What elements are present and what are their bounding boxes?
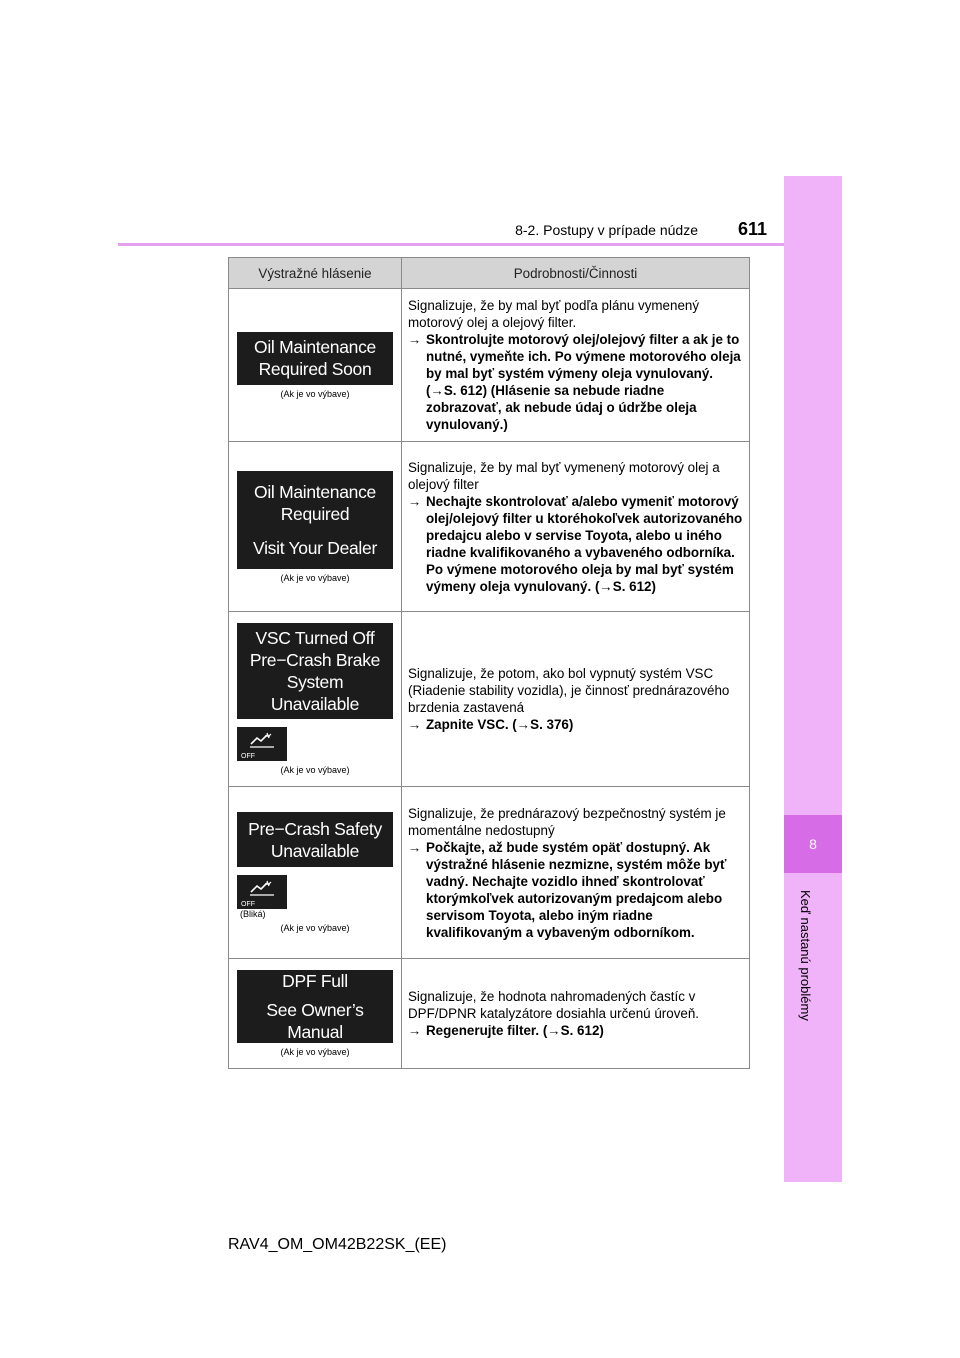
availability-caption: (Ak je vo výbave) — [280, 765, 350, 775]
screen-line: DPF Full — [282, 971, 348, 991]
screen-line: See Owner’s Manual — [266, 1000, 364, 1042]
chapter-label: Keď nastanú problémy — [798, 890, 813, 1021]
availability-caption: (Ak je vo výbave) — [280, 572, 350, 583]
action-text: → Nechajte skontrolovať a/alebo vymeniť motorový olej/olejový filter u ktoréhokoľvek autorizovaného predajcu alebo v servise Toyota, alebo u iného riadne kvalifikovaného a vybaveného odborníka. Po výmene motorového oleja by mal byť systém výmeny oleja vynulovaný. (→S. 612) — [408, 493, 743, 594]
header-rule — [118, 243, 784, 246]
action-text: → Počkajte, až bude systém opäť dostupný. Ak výstražné hlásenie nezmizne, systém môže byť vadný. Nechajte vozidlo ihneď skontrolovať ktorýmkoľvek autorizovaným predajcom alebo servisom Toyota, alebo iným riadne kvalifikovaným a vybaveným odborníkom. — [408, 839, 727, 940]
warning-cell — [229, 289, 402, 442]
description: Signalizuje, že hodnota nahromadených častíc v DPF/DPNR katalyzátore dosiahla určenú úroveň. — [408, 989, 700, 1021]
screen-line: Visit Your Dealer — [253, 537, 377, 558]
arrow-icon: → — [408, 839, 422, 855]
section-title: 8-2. Postupy v prípade núdze — [515, 222, 698, 238]
details-cell — [402, 612, 750, 787]
availability-caption: (Ak je vo výbave) — [280, 1047, 350, 1057]
screen-line: Required — [280, 503, 350, 524]
screen-line: Unavailable — [270, 840, 360, 861]
table-header-row — [229, 258, 750, 289]
screen-line: Oil Maintenance — [254, 481, 376, 502]
table-row — [229, 612, 750, 787]
display-message-screen — [237, 471, 393, 569]
warning-cell — [229, 959, 402, 1069]
table-row — [229, 289, 750, 442]
chapter-sidebar — [784, 176, 842, 1182]
arrow-icon: → — [408, 493, 422, 509]
arrow-icon: → — [408, 717, 422, 732]
table-row — [229, 787, 750, 959]
screen-line: VSC Turned Off — [255, 628, 375, 648]
description: Signalizuje, že by mal byť podľa plánu vymenený motorový olej a olejový filter. — [408, 298, 700, 330]
off-icon-label: OFF — [241, 753, 255, 760]
warning-cell — [229, 442, 402, 612]
display-message-screen — [237, 970, 393, 1043]
screen-line: System — [286, 672, 344, 692]
description: Signalizuje, že by mal byť vymenený motorový olej a olejový filter — [408, 459, 720, 492]
column-header-warning: Výstražné hlásenie — [229, 258, 402, 289]
availability-caption: (Ak je vo výbave) — [280, 388, 350, 399]
arrow-icon: → — [408, 332, 422, 347]
details-cell — [402, 787, 750, 959]
screen-line: Oil Maintenance — [254, 337, 376, 357]
warning-cell — [229, 787, 402, 959]
availability-caption: (Ak je vo výbave) — [280, 923, 350, 933]
screen-line: Unavailable — [270, 694, 360, 714]
table-row — [229, 442, 750, 612]
off-icon-label: OFF — [241, 901, 255, 908]
display-message-screen — [237, 332, 393, 385]
blink-caption: (Bliká) — [240, 909, 266, 919]
action-text: → Zapnite VSC. (→S. 376) — [408, 717, 574, 732]
display-message-screen — [237, 623, 393, 719]
details-cell — [402, 442, 750, 612]
column-header-details: Podrobnosti/Činnosti — [402, 258, 750, 289]
details-cell — [402, 959, 750, 1069]
display-message-screen — [237, 812, 393, 867]
description: Signalizuje, že potom, ako bol vypnutý systém VSC (Riadenie stability vozidla), je činnosť prednárazového brzdenia zastavená — [408, 666, 730, 715]
pre-crash-off-icon — [237, 727, 287, 761]
action-text: → Skontrolujte motorový olej/olejový filter a ak je to nutné, vymeňte ich. Po výmene motorového oleja by mal byť systém výmeny oleja vynulovaný. (→S. 612) (Hlásenie sa nebude riadne zobrazovať, ak nebude údaj o údržbe oleja vynulovaný.) — [408, 332, 741, 432]
screen-line: Pre−Crash Brake — [249, 650, 381, 670]
document-code: RAV4_OM_OM42B22SK_(EE) — [228, 1236, 447, 1253]
warning-messages-table — [228, 257, 750, 1069]
screen-line: Pre−Crash Safety — [248, 818, 382, 839]
warning-cell — [229, 612, 402, 787]
pre-crash-off-icon — [237, 875, 287, 909]
arrow-icon: → — [408, 1023, 422, 1038]
chapter-tab: 8 — [784, 815, 842, 873]
screen-line: Required Soon — [258, 359, 372, 379]
action-text: → Regenerujte filter. (→S. 612) — [408, 1023, 604, 1038]
details-cell — [402, 289, 750, 442]
page-number: 611 — [738, 219, 768, 239]
table-row — [229, 959, 750, 1069]
description: Signalizuje, že prednárazový bezpečnostný systém je momentálne nedostupný — [408, 805, 726, 838]
